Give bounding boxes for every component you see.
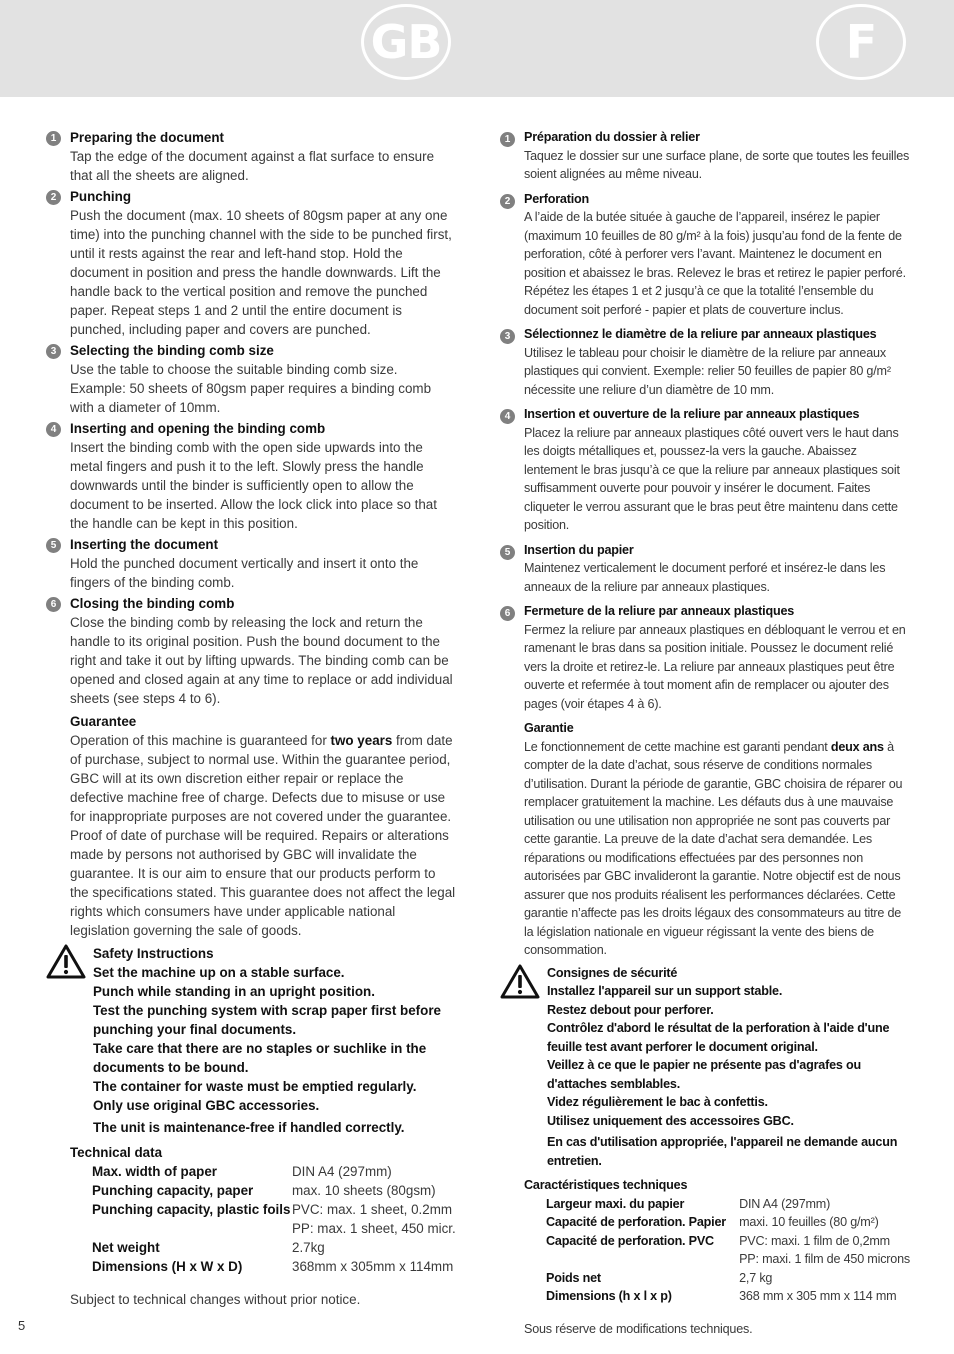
step-text: Use the table to choose the suitable binding comb size. Example: 50 sheets of 80gsm paper requires a binding comb with a diameter of 10mm. — [70, 362, 432, 415]
spec-label: Capacité de perforation. Papier — [546, 1215, 726, 1229]
table-row — [92, 1238, 456, 1257]
spec-label: Max. width of paper — [92, 1164, 217, 1179]
spec-label: Dimensions (h x l x p) — [546, 1289, 672, 1303]
column-french — [500, 128, 910, 1338]
guarantee-text-pre: Le fonctionnement de cette machine est garanti pendant — [524, 739, 831, 754]
step-5 — [46, 535, 456, 592]
step-text: Tap the edge of the document against a flat surface to ensure that all the sheets are aligned. — [70, 149, 435, 183]
warning-triangle-icon — [500, 964, 540, 1000]
technical-data-table — [92, 1162, 456, 1276]
safety-line: Take care that there are no staples or suchlike in the documents to be bound. — [93, 1041, 427, 1075]
guarantee-text — [524, 738, 910, 960]
spec-value: PVC: maxi. 1 film de 0,2mm — [739, 1233, 890, 1248]
guarantee-period: deux ans — [830, 739, 884, 754]
footnote: Sous réserve de modifications techniques. — [524, 1321, 753, 1336]
safety-section — [500, 964, 910, 1171]
safety-line: The container for waste must be emptied regularly. — [93, 1079, 417, 1094]
step-title: Closing the binding comb — [70, 596, 235, 611]
step-number-badge: 6 — [500, 606, 515, 621]
guarantee-title: Guarantee — [70, 714, 137, 729]
safety-line: Punch while standing in an upright position. — [93, 984, 375, 999]
step-number-badge: 6 — [46, 597, 61, 612]
safety-line: Videz régulièrement le bac à confettis. — [547, 1095, 768, 1109]
table-row — [92, 1162, 456, 1181]
step-text: A l’aide de la butée située à gauche de l’appareil, insérez le papier (maximum 10 feuilles de 80 g/m² à la fois) jusqu’au fond de la fente de perforation, côté à perforer vers l’avant. Maintenez le document en position et abaissez le bras. Relevez le bras et retirez le papier perforé. Répétez les étapes 1 et 2 jusqu’à ce que la totalité l’ensemble du document soit perforé - papier et plats de couverture inclus. — [524, 210, 906, 317]
spec-value: DIN A4 (297mm) — [292, 1164, 392, 1179]
guarantee-title: Garantie — [524, 721, 574, 735]
step-title: Insertion et ouverture de la reliure par anneaux plastiques — [524, 407, 860, 421]
safety-line: Contrôlez d'abord le résultat de la perforation à l'aide d'une feuille test avant perforer le document original. — [547, 1021, 890, 1054]
step-number-badge: 3 — [46, 344, 61, 359]
safety-title: Safety Instructions — [93, 946, 214, 961]
column-english — [46, 128, 456, 1309]
step-number-badge: 4 — [500, 409, 515, 424]
spec-value: PVC: max. 1 sheet, 0.2mm — [292, 1202, 453, 1217]
spec-value: 2,7 kg — [739, 1270, 773, 1285]
step-5 — [500, 541, 910, 597]
table-row — [546, 1287, 910, 1306]
guarantee-text-pre: Operation of this machine is guaranteed for — [70, 733, 331, 748]
spec-label: Punching capacity, paper — [92, 1183, 254, 1198]
guarantee-text — [70, 731, 456, 940]
guarantee-text-post: à compter de la date d’achat, sous réserve de conditions normales d’utilisation. Durant la période de garantie, GBC choisira de réparer ou remplacer gratuitement la machine. Les défauts dus à une mauvaise utilisation ou une utilisation non appropriée ne sont pas couverts par cette garantie. La preuve de la date d’achat sera demandée. Les réparations ou modifications effectuées par des personnes non autorisées par GBC invalideront la garantie. Notre objectif est de nous assurer que nos produits réalisent les performances déclarées. Cette garantie n’affecte pas les droits légaux des consommateurs au titre de la législation nationale en vigueur régissant la vente des biens de consommation. — [524, 739, 903, 957]
step-1 — [500, 128, 910, 184]
step-3 — [500, 325, 910, 399]
step-title: Selecting the binding comb size — [70, 343, 274, 358]
spec-label: Poids net — [546, 1270, 601, 1285]
step-text: Fermez la reliure par anneaux plastiques en débloquant le verrou et en ramenant le bras dans sa position initiale. Poussez le document relié vers la droite et retirez-le. La reliure par anneaux plastiques peut être ouverte et refermée à tout moment afin de remplacer ou ajouter des pages (voir étapes 4 à 6). — [524, 622, 906, 711]
table-row — [92, 1219, 456, 1238]
technical-data-section — [500, 1176, 910, 1306]
spec-label: Punching capacity, plastic foils — [92, 1202, 291, 1217]
guarantee-text-post: from date of purchase, subject to normal use. Within the guarantee period, GBC will at its own discretion either repair or replace the defective machine free of charge. Defects due to misuse or use for inappropriate purposes are not covered under the guarantee. Proof of date of purchase will be required. Repairs or alterations made by persons not authorised by GBC will invalidate the guarantee. It is our aim to ensure that our products perform to the specifications stated. This guarantee does not affect the legal rights which consumers have under applicable national legislation governing the sale of goods. — [70, 733, 456, 938]
technical-data-section — [46, 1143, 456, 1276]
step-number-badge: 2 — [500, 194, 515, 209]
table-row — [92, 1200, 456, 1219]
step-text: Close the binding comb by releasing the lock and return the handle to its original position. Push the bound document to the right and take it out by lifting upwards. The binding comb can be opened and closed again at any time to replace or add individual sheets (see steps 4 to 6). — [70, 615, 453, 706]
spec-value: maxi. 10 feuilles (80 g/m²) — [739, 1215, 879, 1229]
step-text: Maintenez verticalement le document perforé et insérez-le dans les anneaux de la reliure par anneaux plastiques. — [524, 561, 886, 594]
spec-value: 2.7kg — [292, 1240, 325, 1255]
safety-title: Consignes de sécurité — [547, 965, 678, 980]
safety-line: Installez l'appareil sur un support stable. — [547, 984, 783, 998]
spec-label — [92, 1219, 292, 1238]
step-text: Taquez le dossier sur une surface plane, de sorte que toutes les feuilles soient alignées au même niveau. — [524, 148, 910, 181]
header-band — [0, 0, 954, 97]
step-title: Préparation du dossier à relier — [524, 130, 700, 144]
technical-data-title: Technical data — [70, 1145, 163, 1160]
spec-label — [546, 1250, 739, 1269]
step-3 — [46, 341, 456, 417]
guarantee-section — [500, 719, 910, 960]
safety-line: Veillez à ce que le papier ne présente pas d'agrafes ou d'attaches semblables. — [547, 1058, 861, 1091]
spec-label: Net weight — [92, 1240, 160, 1255]
step-number-badge: 5 — [500, 545, 515, 560]
step-2 — [46, 187, 456, 339]
step-6 — [46, 594, 456, 708]
spec-value: 368 mm x 305 mm x 114 mm — [739, 1289, 897, 1303]
table-row — [546, 1213, 910, 1232]
step-1 — [46, 128, 456, 185]
step-4 — [500, 405, 910, 535]
safety-line: Set the machine up on a stable surface. — [93, 965, 345, 980]
table-row — [92, 1257, 456, 1276]
step-number-badge: 1 — [46, 131, 61, 146]
step-2 — [500, 190, 910, 320]
step-text: Utilisez le tableau pour choisir le diamètre de la reliure par anneaux plastiques qui convient. Exemple: relier 50 feuilles de papier 80 g/m² nécessite une reliure d’un diamètre de 10 mm. — [524, 345, 891, 397]
table-row — [546, 1269, 910, 1288]
spec-value: max. 10 sheets (80gsm) — [292, 1183, 436, 1198]
step-text: Push the document (max. 10 sheets of 80gsm paper at any one time) into the punching channel with the side to be punched first, until it rests against the rear and left-hand stop. Hold the document in position and press the handle downwards. Lift the handle back to the vertical position and remove the punched paper. Repeat steps 1 and 2 until the entire document is punched, including paper and covers are punched. — [70, 208, 452, 337]
guarantee-section — [46, 712, 456, 940]
step-title: Sélectionnez le diamètre de la reliure par anneaux plastiques — [524, 327, 877, 341]
spec-value: DIN A4 (297mm) — [739, 1196, 831, 1211]
footnote: Subject to technical changes without prior notice. — [70, 1292, 361, 1307]
step-text: Placez la reliure par anneaux plastiques côté ouvert vers le haut dans les doigts métalliques et, poussez-la vers la gauche. Abaissez lentement le bras jusqu’à ce que la reliure par anneaux plastiques soit suffisamment ouverte pour pouvoir y insérer le document. Faites cliqueter le verrou assurant que le bras peut être maintenu dans cette position. — [524, 425, 900, 532]
step-text: Insert the binding comb with the open side upwards into the metal fingers and push it to the left. Slowly press the handle downwards until the binder is sufficiently open to allow the document to be inserted. Allow the lock click into place so that the handle can be kept in this position. — [70, 440, 437, 531]
step-6 — [500, 602, 910, 713]
spec-label: Capacité de perforation. PVC — [546, 1233, 714, 1248]
step-text: Hold the punched document vertically and insert it onto the fingers of the binding comb. — [70, 556, 419, 590]
step-title: Punching — [70, 189, 131, 204]
spec-value: PP: maxi. 1 film de 450 microns — [739, 1252, 910, 1266]
table-row — [546, 1250, 910, 1269]
table-row — [92, 1181, 456, 1200]
safety-line: Restez debout pour perforer. — [547, 1002, 714, 1017]
spec-label: Largeur maxi. du papier — [546, 1196, 685, 1211]
step-number-badge: 2 — [46, 190, 61, 205]
safety-line: Only use original GBC accessories. — [93, 1098, 320, 1113]
step-title: Inserting the document — [70, 537, 219, 552]
step-number-badge: 3 — [500, 329, 515, 344]
safety-line-last: The unit is maintenance-free if handled correctly. — [93, 1120, 405, 1135]
step-title: Perforation — [524, 191, 589, 206]
step-number-badge: 5 — [46, 538, 61, 553]
spec-label: Dimensions (H x W x D) — [92, 1259, 243, 1274]
guarantee-period: two years — [330, 733, 393, 748]
language-badge-gb: GB — [361, 4, 451, 80]
spec-value: PP: max. 1 sheet, 450 micr. — [292, 1221, 456, 1236]
step-number-badge: 1 — [500, 132, 515, 147]
step-number-badge: 4 — [46, 422, 61, 437]
step-title: Fermeture de la reliure par anneaux plastiques — [524, 604, 795, 618]
technical-data-title: Caractéristiques techniques — [524, 1178, 688, 1192]
step-4 — [46, 419, 456, 533]
step-title: Preparing the document — [70, 130, 225, 145]
step-title: Inserting and opening the binding comb — [70, 421, 326, 436]
warning-triangle-icon — [46, 944, 86, 980]
safety-line: Test the punching system with scrap paper first before punching your final documents. — [93, 1003, 441, 1037]
language-badge-f: F — [816, 4, 906, 80]
page-number: 5 — [18, 1318, 26, 1333]
table-row — [546, 1232, 910, 1251]
spec-value: 368mm x 305mm x 114mm — [292, 1259, 454, 1274]
step-title: Insertion du papier — [524, 542, 634, 557]
safety-section — [46, 944, 456, 1137]
safety-line: Utilisez uniquement des accessoires GBC. — [547, 1113, 794, 1128]
safety-line-last: En cas d'utilisation appropriée, l'appareil ne demande aucun entretien. — [547, 1135, 898, 1168]
technical-data-table — [546, 1195, 910, 1306]
table-row — [546, 1195, 910, 1214]
